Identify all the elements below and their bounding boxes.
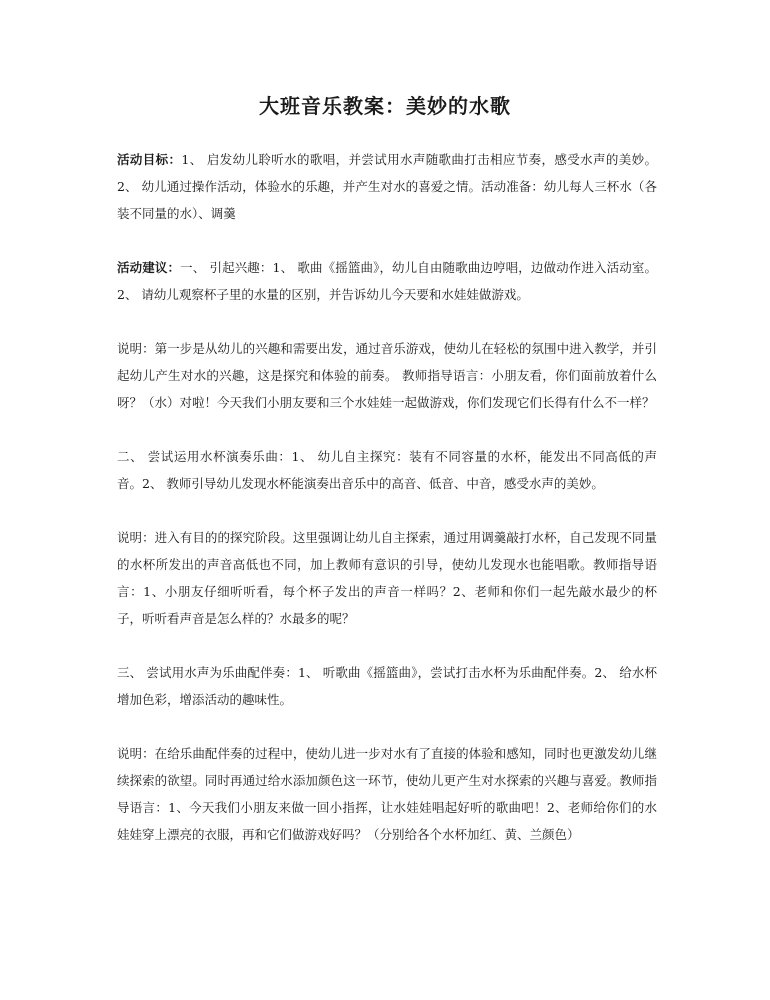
paragraph-explanation-2 <box>117 524 657 632</box>
paragraph-text: 三、 尝试用水声为乐曲配伴奏：1、 听歌曲《摇篮曲》，尝试打击水杯为乐曲配伴奏。2、 给水杯增加色彩，增添活动的趣味性。 <box>117 665 657 707</box>
document-title: 大班音乐教案：美妙的水歌 <box>259 94 511 118</box>
paragraph-text: 二、 尝试运用水杯演奏乐曲：1、 幼儿自主探究：装有不同容量的水杯，能发出不同高低的声音。2、 教师引导幼儿发现水杯能演奏出音乐中的高音、低音、中音，感受水声的美妙。 <box>117 449 657 491</box>
paragraph-step-2 <box>117 443 657 497</box>
paragraph-text: 说明：在给乐曲配伴奏的过程中，使幼儿进一步对水有了直接的体验和感知，同时也更激发幼儿继续探索的欲望。同时再通过给水添加颜色这一环节，使幼儿更产生对水探索的兴趣与喜爱。教师指导语言：1、今天我们小朋友来做一回小指挥，让水娃娃唱起好听的歌曲吧！2、老师给你们的水娃娃穿上漂亮的衣服，再和它们做游戏好吗？（分别给各个水杯加红、黄、兰颜色） <box>117 746 657 842</box>
paragraph-text: 说明：进入有目的的探究阶段。这里强调让幼儿自主探索，通过用调羹敲打水杯，自己发现不同量的水杯所发出的声音高低也不同，加上教师有意识的引导，使幼儿发现水也能唱歌。教师指导语言：1、小朋友仔细听听看，每个杯子发出的声音一样吗？2、老师和你们一起先敲水最少的杯子，听听看声音是怎么样的？水最多的呢？ <box>117 530 657 626</box>
paragraph-explanation-1 <box>117 335 657 416</box>
paragraph-activity-suggestions <box>117 254 657 308</box>
paragraph-step-3 <box>117 659 657 713</box>
paragraph-text: 说明：第一步是从幼儿的兴趣和需要出发，通过音乐游戏，使幼儿在轻松的氛围中进入教学，并引起幼儿产生对水的兴趣，这是探究和体验的前奏。 教师指导语言：小朋友看，你们面前放着什么呀？（水）对啦！今天我们小朋友要和三个水娃娃一起做游戏，你们发现它们长得有什么不一样？ <box>117 341 657 410</box>
paragraph-text: 1、 启发幼儿聆听水的歌唱，并尝试用水声随歌曲打击相应节奏，感受水声的美妙。2、 幼儿通过操作活动，体验水的乐趣，并产生对水的喜爱之情。活动准备：幼儿每人三杯水（各装不同量的水）、调羹 <box>117 152 657 221</box>
paragraph-lead: 活动目标： <box>117 152 182 167</box>
document-body <box>117 146 657 875</box>
paragraph-explanation-3 <box>117 740 657 848</box>
paragraph-text: 一、 引起兴趣：1、 歌曲《摇篮曲》，幼儿自由随歌曲边哼唱，边做动作进入活动室。2、 请幼儿观察杯子里的水量的区别，并告诉幼儿今天要和水娃娃做游戏。 <box>117 260 657 302</box>
paragraph-lead: 活动建议： <box>117 260 181 275</box>
paragraph-activity-goals <box>117 146 657 227</box>
